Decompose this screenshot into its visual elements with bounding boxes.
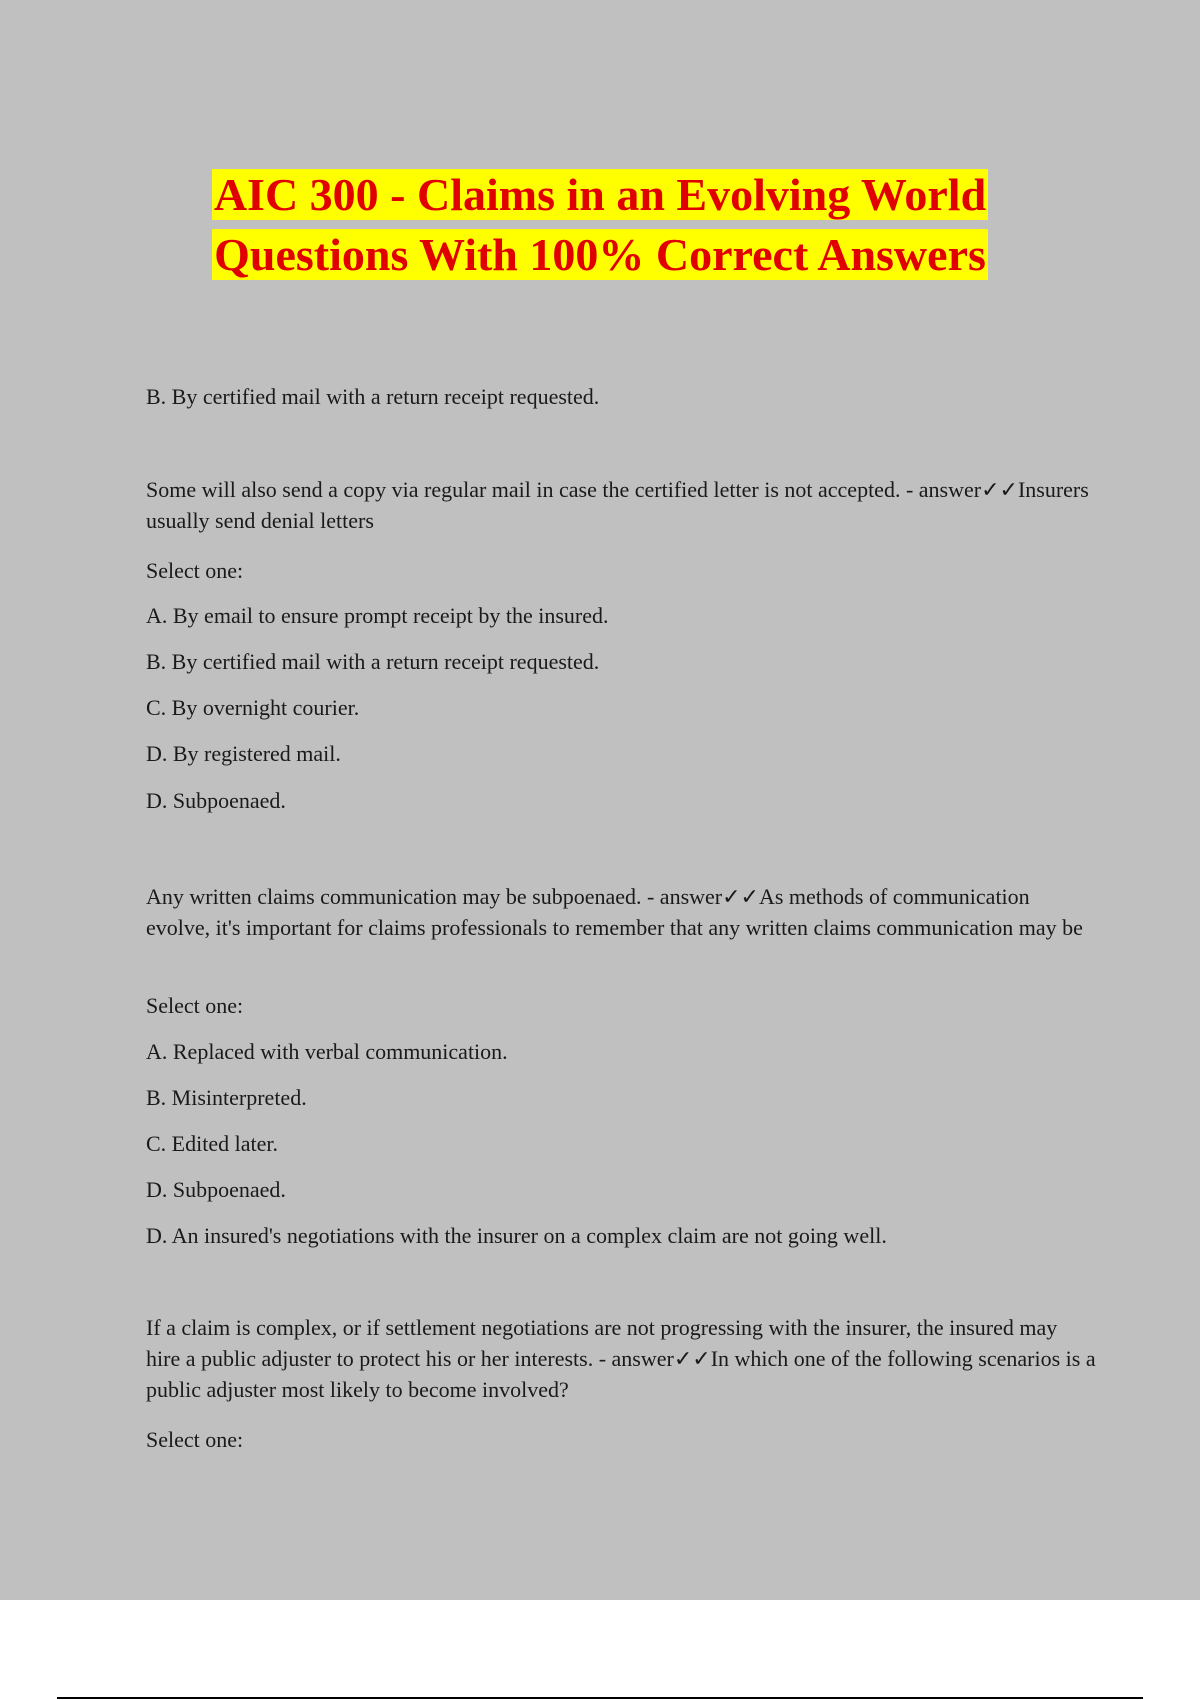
footer-divider: [57, 1697, 1143, 1699]
option-text: C. Edited later.: [146, 1131, 278, 1156]
option-text: C. By overnight courier.: [146, 695, 360, 720]
question-text: Some will also send a copy via regular mail in case the certified letter is not accepted. - answer✓✓Insurers usually send denial letters: [146, 477, 1089, 533]
select-one-label: Select one:: [146, 1427, 244, 1452]
select-one-label: Select one:: [146, 993, 244, 1018]
answer-text: D. An insured's negotiations with the insurer on a complex claim are not going well.: [146, 1223, 887, 1248]
question-text: If a claim is complex, or if settlement negotiations are not progressing with the insurer, the insured may hire a public adjuster to protect his or her interests. - answer✓✓In which one of the following scenarios is a public adjuster most likely to become involved?: [146, 1315, 1096, 1402]
title-line-1: AIC 300 - Claims in an Evolving World: [213, 169, 987, 220]
select-one-label: Select one:: [146, 558, 244, 583]
answer-text: D. Subpoenaed.: [146, 788, 286, 813]
title-line-2: Questions With 100% Correct Answers: [214, 229, 986, 280]
option-text: D. By registered mail.: [146, 741, 341, 766]
option-text: D. Subpoenaed.: [146, 1177, 286, 1202]
option-text: B. By certified mail with a return receipt requested.: [146, 649, 600, 674]
document-title: [0, 165, 1200, 285]
option-text: A. Replaced with verbal communication.: [146, 1039, 508, 1064]
answer-text: B. By certified mail with a return receipt requested.: [146, 384, 600, 409]
option-text: A. By email to ensure prompt receipt by the insured.: [146, 603, 609, 628]
question-text: Any written claims communication may be subpoenaed. - answer✓✓As methods of communication evolve, it's important for claims professionals to remember that any written claims communication may be: [146, 884, 1083, 940]
option-text: B. Misinterpreted.: [146, 1085, 307, 1110]
